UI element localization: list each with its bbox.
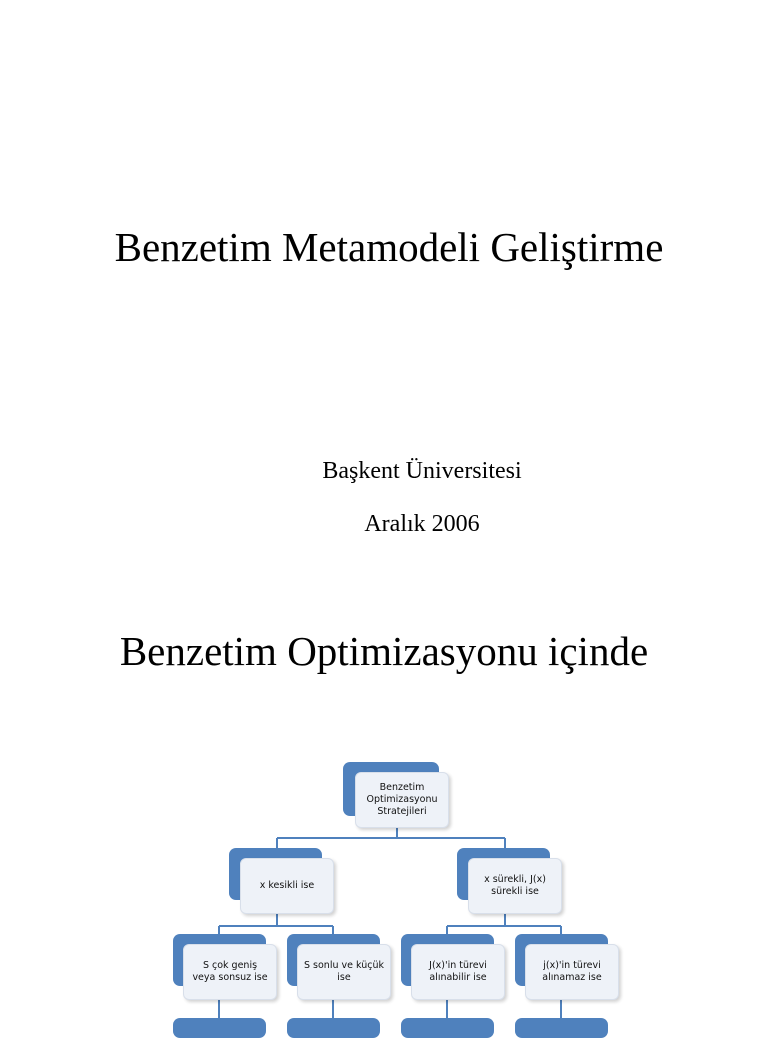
section-title: Benzetim Optimizasyonu içinde bbox=[119, 628, 649, 674]
s-cok-genis-node: S çok geniş veya sonsuz ise bbox=[183, 944, 277, 1000]
next-row-tab-1 bbox=[173, 1018, 266, 1038]
turevi-alinabilir-node: J(x)'in türevi alınabilir ise bbox=[411, 944, 505, 1000]
slide-title: Benzetim Metamodeli Geliştirme bbox=[114, 224, 664, 270]
institution-label: Başkent Üniversitesi bbox=[322, 458, 522, 484]
s-sonlu-node: S sonlu ve küçük ise bbox=[297, 944, 391, 1000]
x-kesikli-node: x kesikli ise bbox=[240, 858, 334, 914]
next-row-tab-2 bbox=[287, 1018, 380, 1038]
date-label: Aralık 2006 bbox=[364, 511, 480, 537]
x-surekli-node: x sürekli, J(x) sürekli ise bbox=[468, 858, 562, 914]
root-node: Benzetim Optimizasyonu Stratejileri bbox=[355, 772, 449, 828]
turevi-alinamaz-node: j(x)'in türevi alınamaz ise bbox=[525, 944, 619, 1000]
next-row-tab-3 bbox=[401, 1018, 494, 1038]
next-row-tab-4 bbox=[515, 1018, 608, 1038]
